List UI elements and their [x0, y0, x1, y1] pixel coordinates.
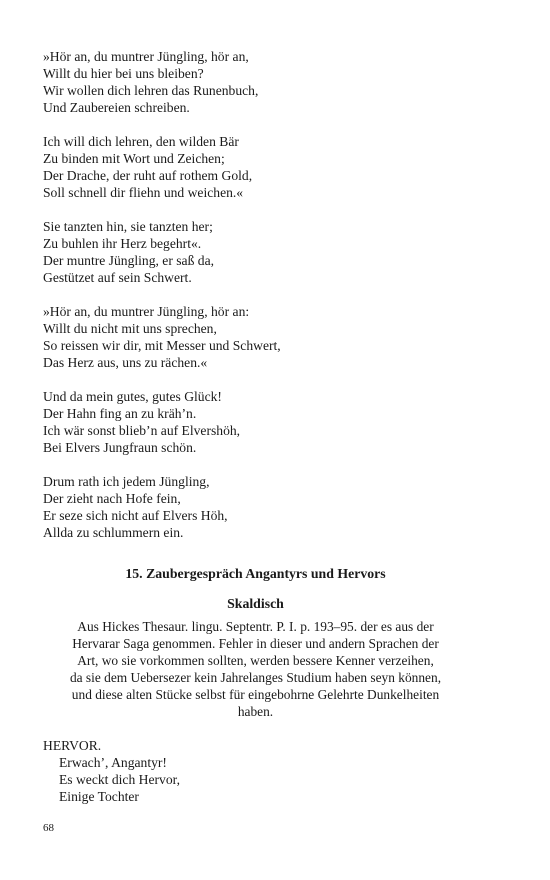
verse-line: Drum rath ich jedem Jüngling, [43, 474, 210, 489]
verse-line: »Hör an, du muntrer Jüngling, hör an, [43, 49, 249, 64]
verse-line: Sie tanzten hin, sie tanzten her; [43, 219, 213, 234]
verse-line: Soll schnell dir fliehn und weichen.« [43, 185, 244, 200]
poem-stanza-5 [43, 388, 468, 456]
verse-line: Ich wär sonst blieb’n auf Elvershöh, [43, 423, 241, 438]
poem-stanza-4 [43, 303, 468, 371]
verse-line: Das Herz aus, uns zu rächen.« [43, 355, 208, 370]
verse-line: So reissen wir dir, mit Messer und Schwert, [43, 338, 281, 353]
speech-line: Es weckt dich Hervor, [59, 772, 181, 787]
verse-line: Gestützet auf sein Schwert. [43, 270, 192, 285]
intro-line: und diese alten Stücke selbst für eingebohrne Gelehrte Dunkelheiten [71, 687, 440, 702]
intro-line: Art, wo sie vorkommen sollten, werden bessere Kenner verzeihen, [77, 653, 434, 668]
speaker-name: HERVOR. [43, 738, 102, 753]
poem-stanza-1 [43, 48, 468, 116]
verse-line: Der zieht nach Hofe fein, [43, 491, 181, 506]
section-subtitle: Skaldisch [227, 596, 284, 611]
verse-line: Der Hahn fing an zu kräh’n. [43, 406, 197, 421]
intro-line: Hervarar Saga genommen. Fehler in dieser und andern Sprachen der [72, 636, 439, 651]
verse-line: Zu buhlen ihr Herz begehrt«. [43, 236, 202, 251]
verse-line: »Hör an, du muntrer Jüngling, hör an: [43, 304, 250, 319]
poem-stanza-6 [43, 473, 468, 541]
document-page [43, 48, 468, 805]
poem-stanza-3 [43, 218, 468, 286]
verse-line: Zu binden mit Wort und Zeichen; [43, 151, 225, 166]
verse-line: Wir wollen dich lehren das Runenbuch, [43, 83, 259, 98]
verse-line: Und Zaubereien schreiben. [43, 100, 190, 115]
verse-line: Allda zu schlummern ein. [43, 525, 184, 540]
section-title: 15. Zaubergespräch Angantyrs und Hervors [125, 566, 386, 581]
poem-stanza-2 [43, 133, 468, 201]
intro-line: haben. [237, 704, 274, 719]
intro-line: Aus Hickes Thesaur. lingu. Septentr. P. I. p. 193–95. der es aus der [77, 619, 434, 634]
verse-line: Ich will dich lehren, den wilden Bär [43, 134, 239, 149]
verse-line: Und da mein gutes, gutes Glück! [43, 389, 222, 404]
verse-line: Der muntre Jüngling, er saß da, [43, 253, 215, 268]
verse-line: Willt du nicht mit uns sprechen, [43, 321, 217, 336]
verse-line: Er seze sich nicht auf Elvers Höh, [43, 508, 228, 523]
page-number: 68 [43, 822, 54, 834]
speech-block [43, 737, 468, 805]
speech-line: Erwach’, Angantyr! [59, 755, 167, 770]
verse-line: Willt du hier bei uns bleiben? [43, 66, 204, 81]
speech-line: Einige Tochter [59, 789, 139, 804]
verse-line: Der Drache, der ruht auf rothem Gold, [43, 168, 253, 183]
section-intro [43, 618, 468, 720]
intro-line: da sie dem Uebersezer kein Jahrelanges Studium haben seyn können, [69, 670, 442, 685]
verse-line: Bei Elvers Jungfraun schön. [43, 440, 197, 455]
